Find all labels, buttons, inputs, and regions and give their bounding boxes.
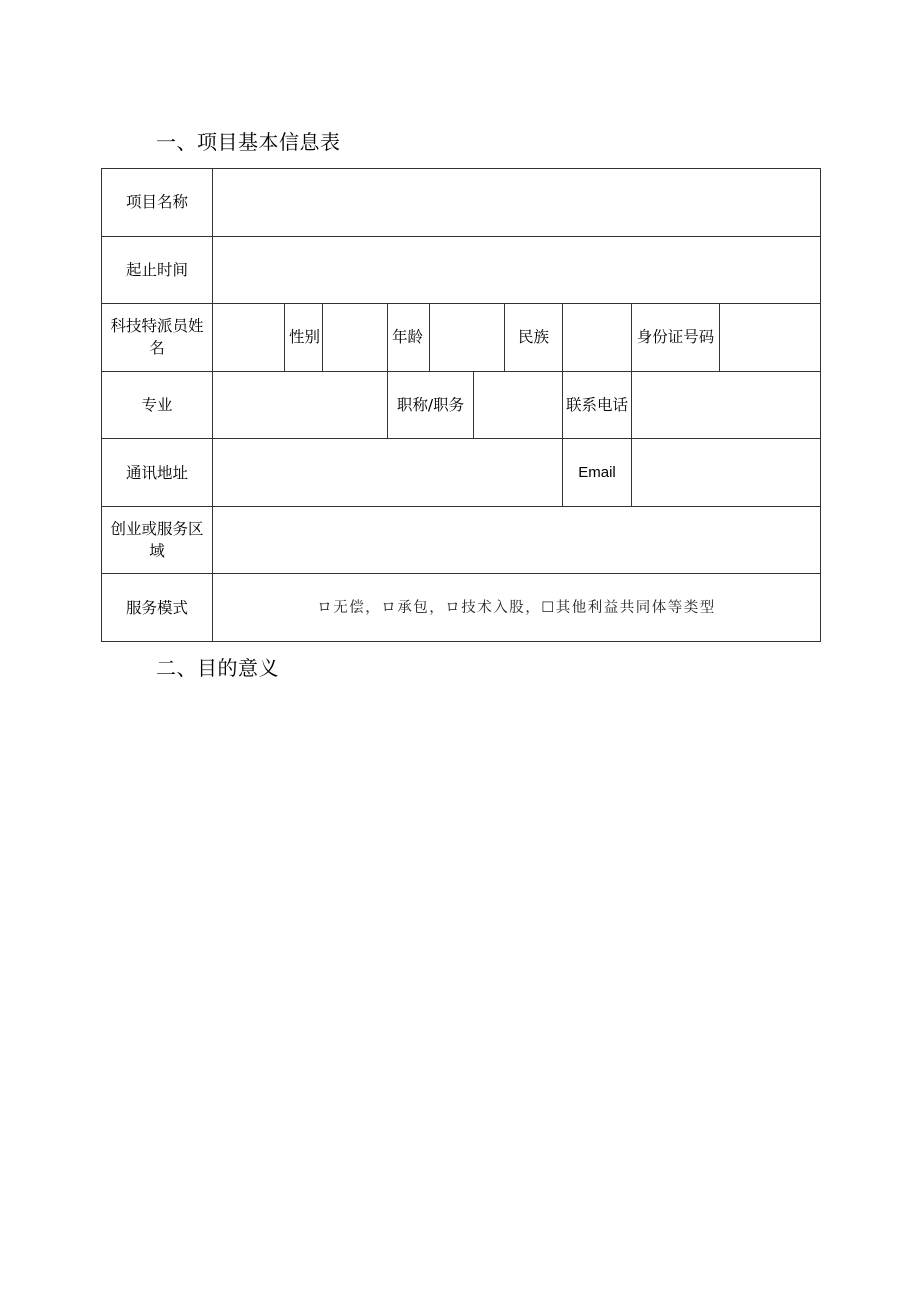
service-area-field[interactable] xyxy=(213,506,821,574)
phone-field[interactable] xyxy=(632,371,821,439)
major-label: 专业 xyxy=(102,371,213,439)
row-address xyxy=(102,439,821,507)
title-position-label: 职称/职务 xyxy=(388,371,474,439)
address-label: 通讯地址 xyxy=(102,439,213,507)
title-position-field[interactable] xyxy=(474,371,563,439)
age-field[interactable] xyxy=(430,304,505,372)
row-project-name xyxy=(102,169,821,237)
row-period xyxy=(102,236,821,304)
service-mode-label: 服务模式 xyxy=(102,574,213,642)
service-area-label: 创业或服务区域 xyxy=(102,506,213,574)
ethnicity-field[interactable] xyxy=(563,304,632,372)
row-service-mode xyxy=(102,574,821,642)
project-name-label: 项目名称 xyxy=(102,169,213,237)
commissioner-name-label: 科技特派员姓名 xyxy=(102,304,213,372)
email-label: Email xyxy=(563,439,632,507)
address-field[interactable] xyxy=(213,439,563,507)
id-number-field[interactable] xyxy=(720,304,821,372)
major-field[interactable] xyxy=(213,371,388,439)
section-2-heading: 二、目的意义 xyxy=(156,656,279,680)
row-service-area xyxy=(102,506,821,574)
row-major xyxy=(102,371,821,439)
gender-field[interactable] xyxy=(323,304,388,372)
ethnicity-label: 民族 xyxy=(505,304,563,372)
project-info-table xyxy=(101,168,821,642)
row-personal xyxy=(102,304,821,372)
project-name-field[interactable] xyxy=(213,169,821,237)
gender-label: 性别 xyxy=(285,304,323,372)
phone-label: 联系电话 xyxy=(563,371,632,439)
email-field[interactable] xyxy=(632,439,821,507)
id-number-label: 身份证号码 xyxy=(632,304,720,372)
commissioner-name-field[interactable] xyxy=(213,304,285,372)
section-1-heading: 一、项目基本信息表 xyxy=(156,130,341,154)
age-label: 年龄 xyxy=(388,304,430,372)
period-field[interactable] xyxy=(213,236,821,304)
period-label: 起止时间 xyxy=(102,236,213,304)
service-mode-options[interactable]: ロ无偿，ロ承包，ロ技术入股，☐其他利益共同体等类型 xyxy=(213,574,821,642)
